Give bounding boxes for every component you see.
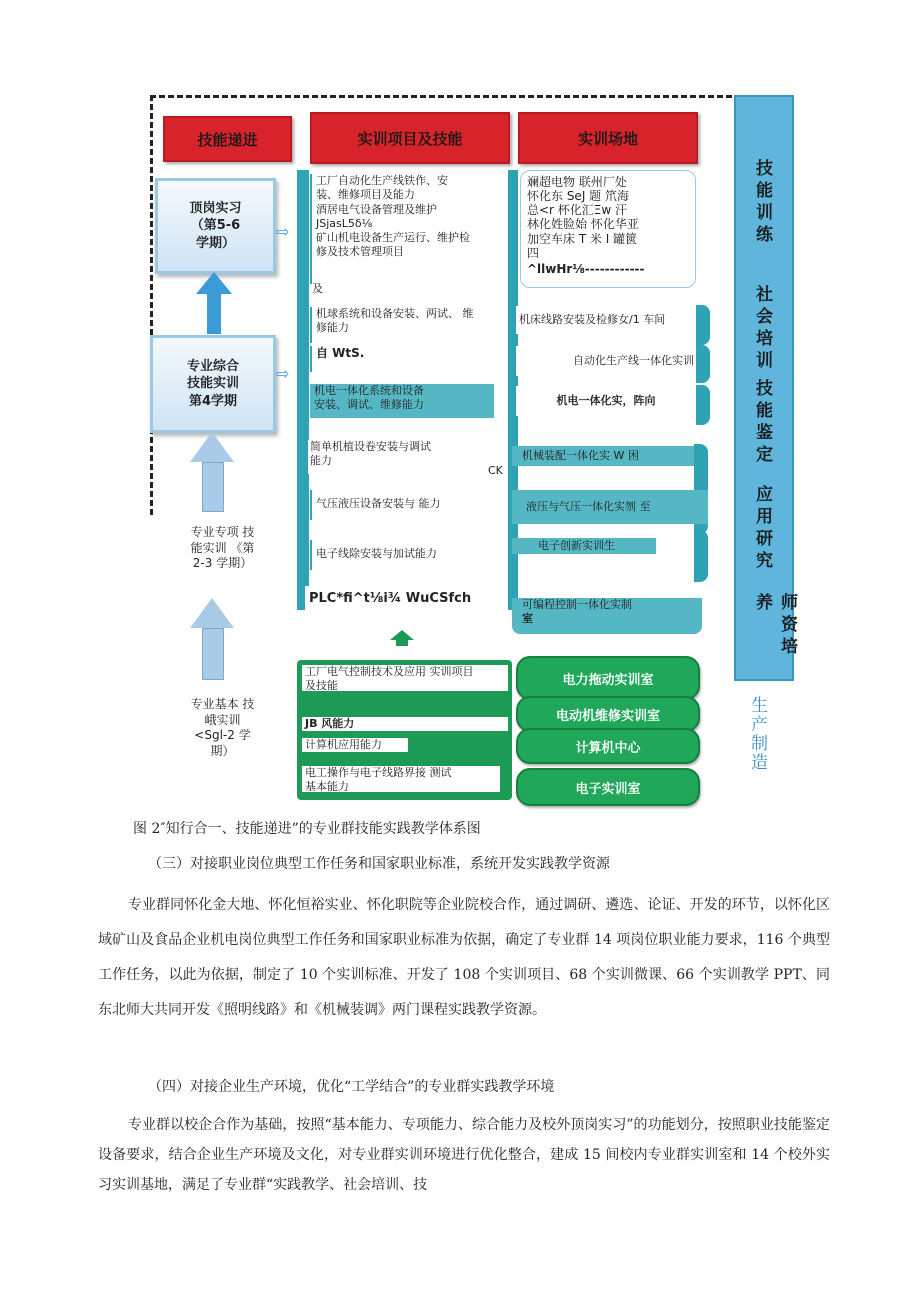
side-label-3: 技能鉴定 <box>752 379 772 467</box>
site-comp-1: 机床线路安装及检修女/1 车间 <box>516 306 696 334</box>
project-spec-4: PLC*fi^t⅛i¾ WuCSfch <box>305 586 505 614</box>
frame-left <box>150 95 153 515</box>
site-top-extra: ^llwHr⅛------------ <box>527 261 645 276</box>
stage-top-internship: 顶岗实习 （第5-6 学期） <box>155 178 276 274</box>
project-comp-2: 自 WtS. <box>310 346 506 372</box>
project-spec-2: 气压液压设备安装与 能力 <box>310 490 500 520</box>
site-basic-3: 计算机中心 <box>516 728 700 764</box>
site-top-text: 斓超电物 联州厂处 怀化东 SeJ 题 笊海 总<r 杯化汇Ξw 汗 林化姓脸始 怀化华亚 加空车床 T 米 I 罐篋 四 <box>527 175 639 260</box>
site-spec-4-line2: 室 <box>522 612 533 626</box>
project-comp-3: 机电一体化系统和设备 安装、调试、维修能力 <box>310 384 494 418</box>
section-4-title: （四）对接企业生产环境，优化“工学结合”的专业群实践教学环境 <box>148 1079 555 1095</box>
project-top-block: 工厂自动化生产线铁作、安 装、维修项目及能力 酒居电气设备管理及维护 JSjasL5δ⅛ 矿山机电设备生产运行、维护检 修及技术管理项目 <box>310 174 506 284</box>
arrow-up-icon <box>190 598 234 680</box>
stage-special-training: 专业专项 技 能实训 《第 2-3 学期） <box>190 525 255 571</box>
header-training-projects: 实训项目及技能 <box>310 112 510 164</box>
arrow-up-icon <box>190 432 234 512</box>
project-basic-1: 工厂电气控制技术及应用 实训项目 及技能 <box>302 665 508 691</box>
project-top-extra: 及 <box>312 282 323 295</box>
site-tab <box>694 530 708 582</box>
project-basic-4: 电工操作与电子线路界接 测试 基本能力 <box>302 766 500 792</box>
site-spec-2: 液压与气压一体化实刎 至 <box>512 490 708 524</box>
side-label-1: 技能训练 <box>752 159 772 247</box>
site-basic-2: 电动机维修实训室 <box>516 696 700 732</box>
side-label-4: 应用研究 <box>752 485 772 573</box>
project-spec-3: 电子线除安装与加试能力 <box>310 540 500 570</box>
arrow-right-icon: ⇨ <box>276 364 290 383</box>
header-skill-progression: 技能递进 <box>163 116 292 162</box>
site-tab <box>696 305 710 345</box>
arrow-right-icon: ⇨ <box>276 222 290 241</box>
figure-caption: 图 2″知行合一、技能递进”的专业群技能实践教学体系图 <box>133 821 481 837</box>
projects-column-bar <box>297 170 309 610</box>
project-basic-2: JB 风能力 <box>302 717 508 731</box>
site-comp-3: 机电一体化实，阵向 <box>516 386 696 416</box>
site-basic-4: 电子实训室 <box>516 768 700 806</box>
project-spec-ck: CK <box>488 464 503 477</box>
side-label-5: 师资培养 <box>752 593 797 659</box>
project-spec-1: 简单机植设卷安装与调试 能力 <box>308 440 450 474</box>
stage-comprehensive-training: 专业综合 技能实训 第4学期 <box>150 335 276 433</box>
project-comp-1: 机球系统和设备安装、两试、 维 修能力 <box>310 307 506 343</box>
arrow-up-icon <box>196 272 232 334</box>
stage-basic-training: 专业基本 技 峨实训 <Sgl-2 学 期） <box>190 697 255 758</box>
site-top-block <box>520 170 696 288</box>
site-spec-4-line1: 可编程控制一体化实制 <box>522 598 632 611</box>
project-basic-3: 计算机应用能力 <box>302 738 408 752</box>
side-function-column <box>734 95 797 681</box>
site-spec-3: 电子创新实训生 <box>512 538 656 554</box>
side-bottom-label: 生产制造 <box>747 696 767 772</box>
site-basic-1: 电力拖动实训室 <box>516 656 700 700</box>
site-comp-2: 自动化生产线一体化实训 <box>516 346 696 376</box>
arrow-up-icon <box>390 630 414 646</box>
section-3-title: （三）对接职业岗位典型工作任务和国家职业标准，系统开发实践教学资源 <box>148 856 610 872</box>
section-3-body: 专业群同怀化金大地、怀化恒裕实业、怀化职院等企业院校合作，通过调研、遴选、论证、开发的环节，以怀化区域矿山及食品企业机电岗位典型工作任务和国家职业标准为依据，确定了专业群 14 项岗位职业能力要求，116 个典型工作任务，以此为依据，制定了 10 个实训标准、开发了 108 个实训项目、68 个实训微课、66 个实训教学 PPT、同东北师大共同开发《照明线路》和《机械装调》两门课程实践教学资源。 <box>98 897 830 1018</box>
side-label-2: 社会培训 <box>752 285 772 373</box>
header-training-sites: 实训场地 <box>518 112 698 164</box>
site-tab <box>696 385 710 425</box>
site-tab <box>696 345 710 383</box>
section-4-body: 专业群以校企合作为基础，按照“基本能力、专项能力、综合能力及校外顶岗实习”的功能划分，按照职业技能鉴定设备要求，结合企业生产环境及文化，对专业群实训环境进行优化整合，建成 15 间校内专业群实训室和 14 个校外实习实训基地，满足了专业群“实践教学、社会培训、技 <box>98 1117 830 1193</box>
frame-top <box>150 95 732 98</box>
site-spec-4 <box>512 598 702 634</box>
site-spec-1: 机械装配一体化实 W 困 <box>512 446 694 466</box>
